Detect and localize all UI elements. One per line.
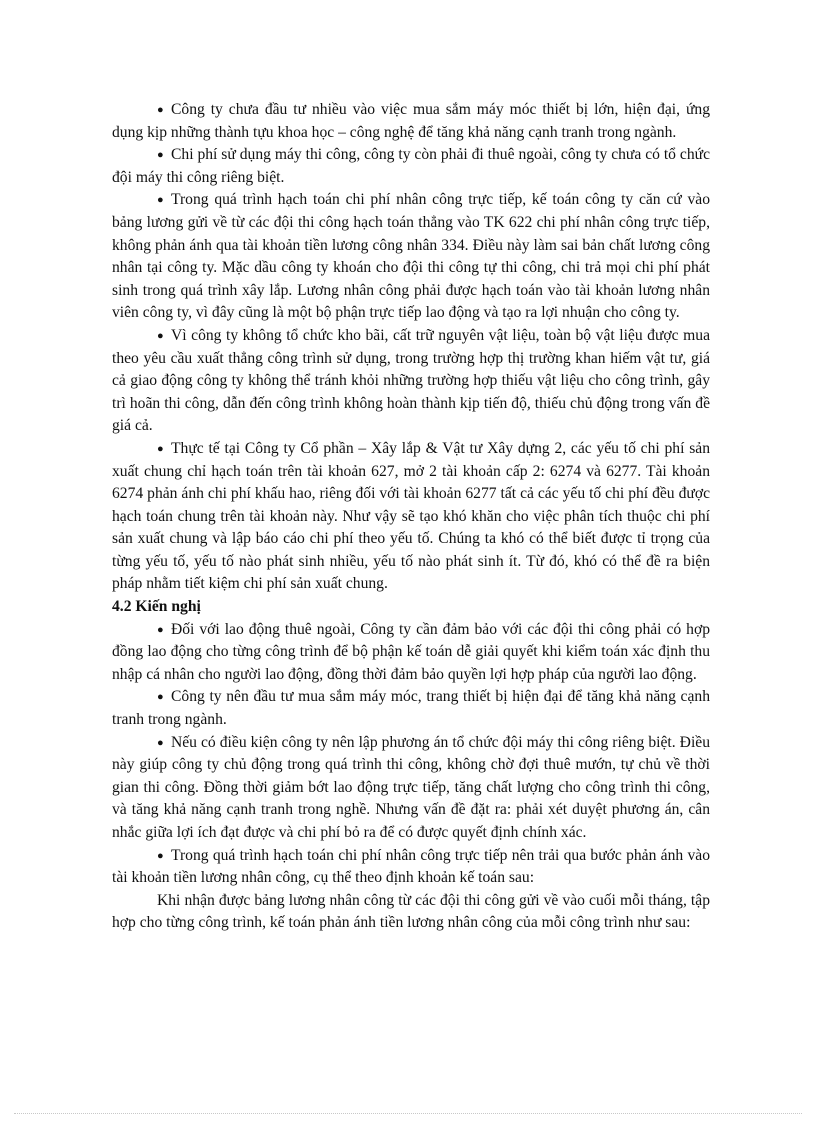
page-bottom-divider: [14, 1113, 802, 1114]
document-page: [112, 99, 710, 935]
bullet-icon: ●: [157, 104, 164, 116]
issue-bullet-1: [112, 99, 710, 144]
issue-text-5: Thực tế tại Công ty Cổ phần – Xây lắp & Vật tư Xây dựng 2, các yếu tố chi phí sản xuất chung chỉ hạch toán trên tài khoản 627, mở 2 tài khoản cấp 2: 6274 và 6277. Tài khoản 6274 phản ánh chi phí khấu hao, riêng đối với tài khoản 6277 tất cả các yếu tố chi phí đều được hạch toán chung trên tài khoản này. Như vậy sẽ tạo khó khăn cho việc phân tích thuộc chi phí sản xuất chung và lập báo cáo chi phí theo yếu tố. Chúng ta khó có thể biết được tỉ trọng của từng yếu tố, yếu tố nào phát sinh nhiều, yếu tố nào phát sinh ít. Từ đó, khó có thể đề ra biện pháp nhằm tiết kiệm chi phí sản xuất chung.: [112, 439, 710, 593]
recommendation-bullet-4: [112, 845, 710, 890]
issue-text-1: Công ty chưa đầu tư nhiều vào việc mua sắm máy móc thiết bị lớn, hiện đại, ứng dụng kịp những thành tựu khoa học – công nghệ để tăng khả năng cạnh tranh trong ngành.: [112, 101, 710, 141]
bullet-icon: ●: [157, 442, 164, 455]
issue-text-2: Chi phí sử dụng máy thi công, công ty còn phải đi thuê ngoài, công ty chưa có tổ chức đội máy thi công riêng biệt.: [112, 146, 710, 186]
issue-text-3: Trong quá trình hạch toán chi phí nhân công trực tiếp, kế toán công ty căn cứ vào bảng lương gửi về từ các đội thi công hạch toán thẳng vào TK 622 chi phí nhân công trực tiếp, không phản ánh qua tài khoản tiền lương công nhân 334. Điều này làm sai bản chất lương công nhân tại công ty. Mặc dầu công ty khoán cho đội thi công tự thi công, chi trả mọi chi phí phát sinh trong quá trình xây lắp. Lương nhân công phải được hạch toán vào tài khoản lương nhân viên công ty, vì đây cũng là một bộ phận trực tiếp lao động và tạo ra lợi nhuận cho công ty.: [112, 191, 710, 322]
bullet-icon: ●: [157, 329, 164, 342]
section-heading-recommendations: 4.2 Kiến nghị: [112, 598, 201, 616]
bullet-icon: ●: [157, 691, 164, 704]
issue-bullet-2: [112, 144, 710, 189]
bullet-icon: ●: [157, 194, 164, 207]
issue-bullet-3: [112, 189, 710, 325]
bullet-icon: ●: [157, 849, 164, 862]
recommendation-bullet-3: [112, 732, 710, 845]
bullet-icon: ●: [157, 736, 164, 749]
recommendation-text-4: Trong quá trình hạch toán chi phí nhân công trực tiếp nên trải qua bước phản ánh vào tài khoản tiền lương nhân công, cụ thể theo định khoản kế toán sau:: [112, 846, 710, 887]
recommendation-text-1: Đối với lao động thuê ngoài, Công ty cần đảm bảo với các đội thi công phải có hợp đồng lao động cho từng công trình để bộ phận kế toán dễ giải quyết khi kiểm toán xác định thu nhập cá nhân cho người lao động, đồng thời đảm bảo quyền lợi hợp pháp của người lao động.: [112, 620, 710, 683]
recommendation-text-3: Nếu có điều kiện công ty nên lập phương án tổ chức đội máy thi công riêng biệt. Điều này giúp công ty chủ động trong quá trình thi công, không chờ đợi thuê mướn, tự chủ về thời gian thi công. Đồng thời giảm bớt lao động trực tiếp, tăng chất lượng cho công trình thi công, và tăng khả năng cạnh tranh trong nghề. Nhưng vấn đề đặt ra: phải xét duyệt phương án, cân nhắc giữa lợi ích đạt được và chi phí bỏ ra để có được quyết định chính xác.: [112, 733, 710, 841]
issue-text-4: Vì công ty không tổ chức kho bãi, cất trữ nguyên vật liệu, toàn bộ vật liệu được mua theo yêu cầu xuất thẳng công trình sử dụng, trong trường hợp thị trường khan hiếm vật tư, giá cả giao động công ty không thể tránh khỏi những trường hợp thiếu vật liệu cho công trình, gây trì hoãn thi công, dẫn đến công trình không hoàn thành kịp tiến độ, thiếu chủ động trong vấn đề giá cả.: [112, 326, 710, 435]
bullet-icon: ●: [157, 149, 164, 162]
issue-bullet-4: [112, 325, 710, 438]
recommendation-text-2: Công ty nên đầu tư mua sắm máy móc, trang thiết bị hiện đại để tăng khả năng cạnh tranh trong ngành.: [112, 688, 710, 729]
bullet-icon: ●: [157, 623, 164, 636]
issue-bullet-5: [112, 438, 710, 596]
recommendation-bullet-2: [112, 686, 710, 731]
recommendation-bullet-1: [112, 619, 710, 687]
closing-paragraph: Khi nhận được bảng lương nhân công từ các đội thi công gửi về vào cuối mỗi tháng, tập hợp cho từng công trình, kế toán phản ánh tiền lương nhân công của mỗi công trình như sau:: [112, 891, 710, 932]
